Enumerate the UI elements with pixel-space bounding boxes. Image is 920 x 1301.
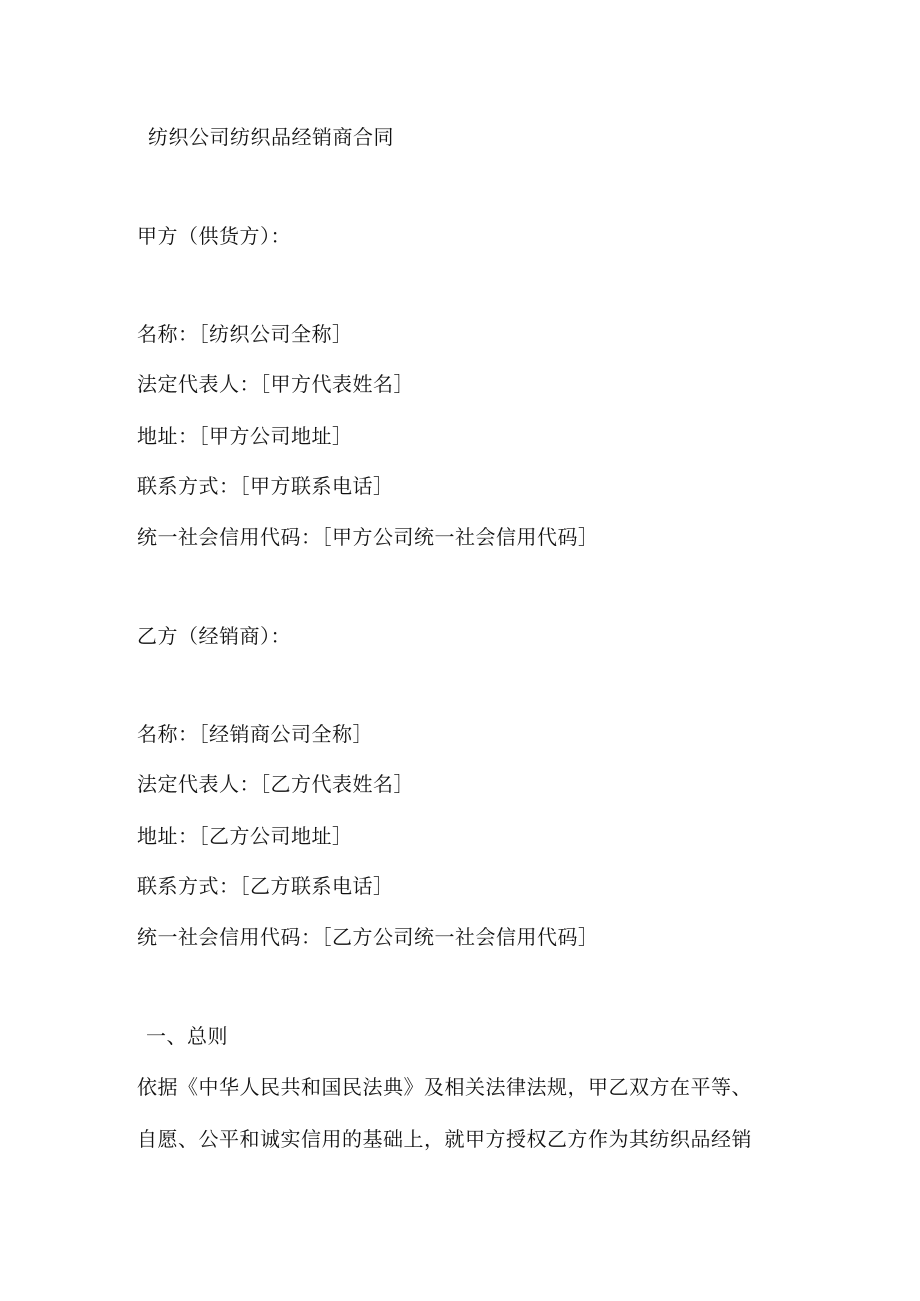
party-b-heading: 乙方（经销商）： (137, 624, 291, 648)
party-b-contact: 联系方式：［乙方联系电话］ (137, 874, 394, 898)
party-a-name: 名称：［纺织公司全称］ (137, 322, 353, 346)
party-b-credit-code: 统一社会信用代码：［乙方公司统一社会信用代码］ (137, 925, 599, 949)
contract-title: 纺织公司纺织品经销商合同 (148, 125, 394, 149)
section-1-paragraph-line-1: 依据《中华人民共和国民法典》及相关法律法规，甲乙双方在平等、 (137, 1075, 752, 1099)
party-b-legal-rep: 法定代表人：［乙方代表姓名］ (137, 772, 414, 796)
party-a-address: 地址：［甲方公司地址］ (137, 424, 353, 448)
section-1-heading: 一、总则 (146, 1024, 228, 1048)
party-a-heading: 甲方（供货方）： (137, 224, 291, 248)
section-1-paragraph-line-2: 自愿、公平和诚实信用的基础上，就甲方授权乙方作为其纺织品经销 (137, 1127, 752, 1151)
party-a-legal-rep: 法定代表人：［甲方代表姓名］ (137, 372, 414, 396)
party-b-address: 地址：［乙方公司地址］ (137, 824, 353, 848)
party-b-name: 名称：［经销商公司全称］ (137, 722, 373, 746)
party-a-credit-code: 统一社会信用代码：［甲方公司统一社会信用代码］ (137, 525, 599, 549)
party-a-contact: 联系方式：［甲方联系电话］ (137, 474, 394, 498)
